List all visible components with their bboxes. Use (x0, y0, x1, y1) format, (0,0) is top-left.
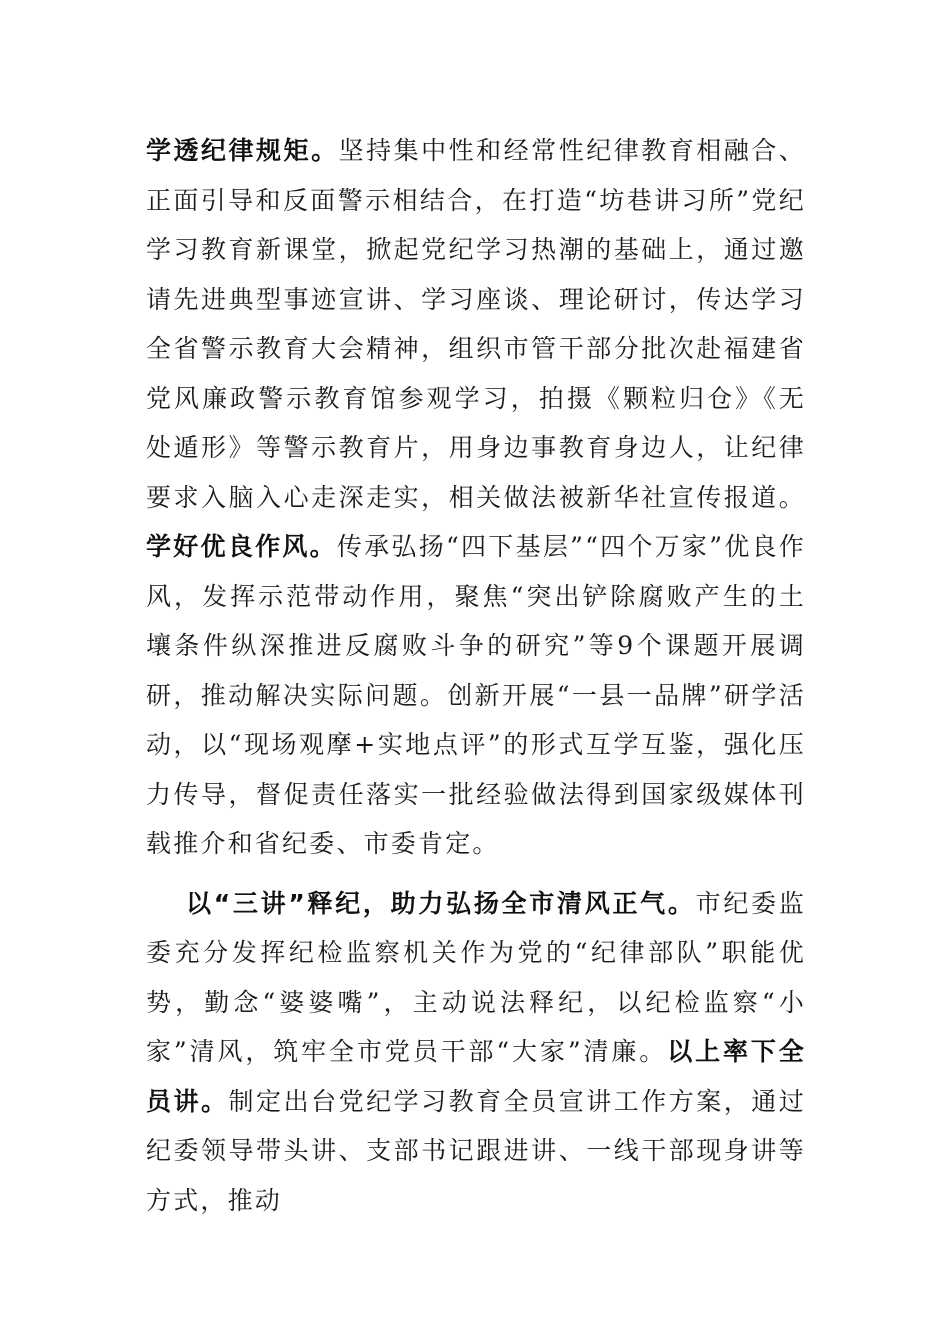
heading-study-style: 学好优良作风。 (146, 532, 337, 561)
paragraph-discipline-study (146, 126, 806, 869)
heading-all-staff-talk: 以上率下全员讲。 (146, 1037, 806, 1116)
document-body (146, 126, 806, 1225)
body-text: 制定出台党纪学习教育全员宣讲工作方案，通过纪委领导带头讲、支部书记跟进讲、一线干部现身讲等方式，推动 (146, 1086, 806, 1215)
body-text: 坚持集中性和经常性纪律教育相融合、正面引导和反面警示相结合，在打造“坊巷讲习所”党纪学习教育新课堂，掀起党纪学习热潮的基础上，通过邀请先进典型事迹宣讲、学习座谈、理论研讨，传达学习全省警示教育大会精神，组织市管干部分批次赴福建省党风廉政警示教育馆参观学习，拍摄《颗粒归仓》《无处遁形》等警示教育片，用身边事教育身边人，让纪律要求入脑入心走深走实，相关做法被新华社宣传报道。 (146, 136, 806, 512)
body-text: 市纪委监委充分发挥纪检监察机关作为党的“纪律部队”职能优势，勤念“婆婆嘴”，主动说法释纪，以纪检监察“小家”清风，筑牢全市党员干部“大家”清廉。 (146, 888, 806, 1066)
body-text: 传承弘扬“四下基层”“四个万家”优良作风，发挥示范带动作用，聚焦“突出铲除腐败产生的土壤条件纵深推进反腐败斗争的研究”等9个课题开展调研，推动解决实际问题。创新开展“一县一品牌”研学活动，以“现场观摩+实地点评”的形式互学互鉴，强化压力传导，督促责任落实一批经验做法得到国家级媒体刊载推介和省纪委、市委肯定。 (146, 532, 806, 858)
paragraph-three-talks (146, 879, 806, 1226)
heading-three-talks: 以“三讲”释纪，助力弘扬全市清风正气。 (186, 888, 696, 918)
heading-study-rules: 学透纪律规矩。 (146, 136, 339, 165)
